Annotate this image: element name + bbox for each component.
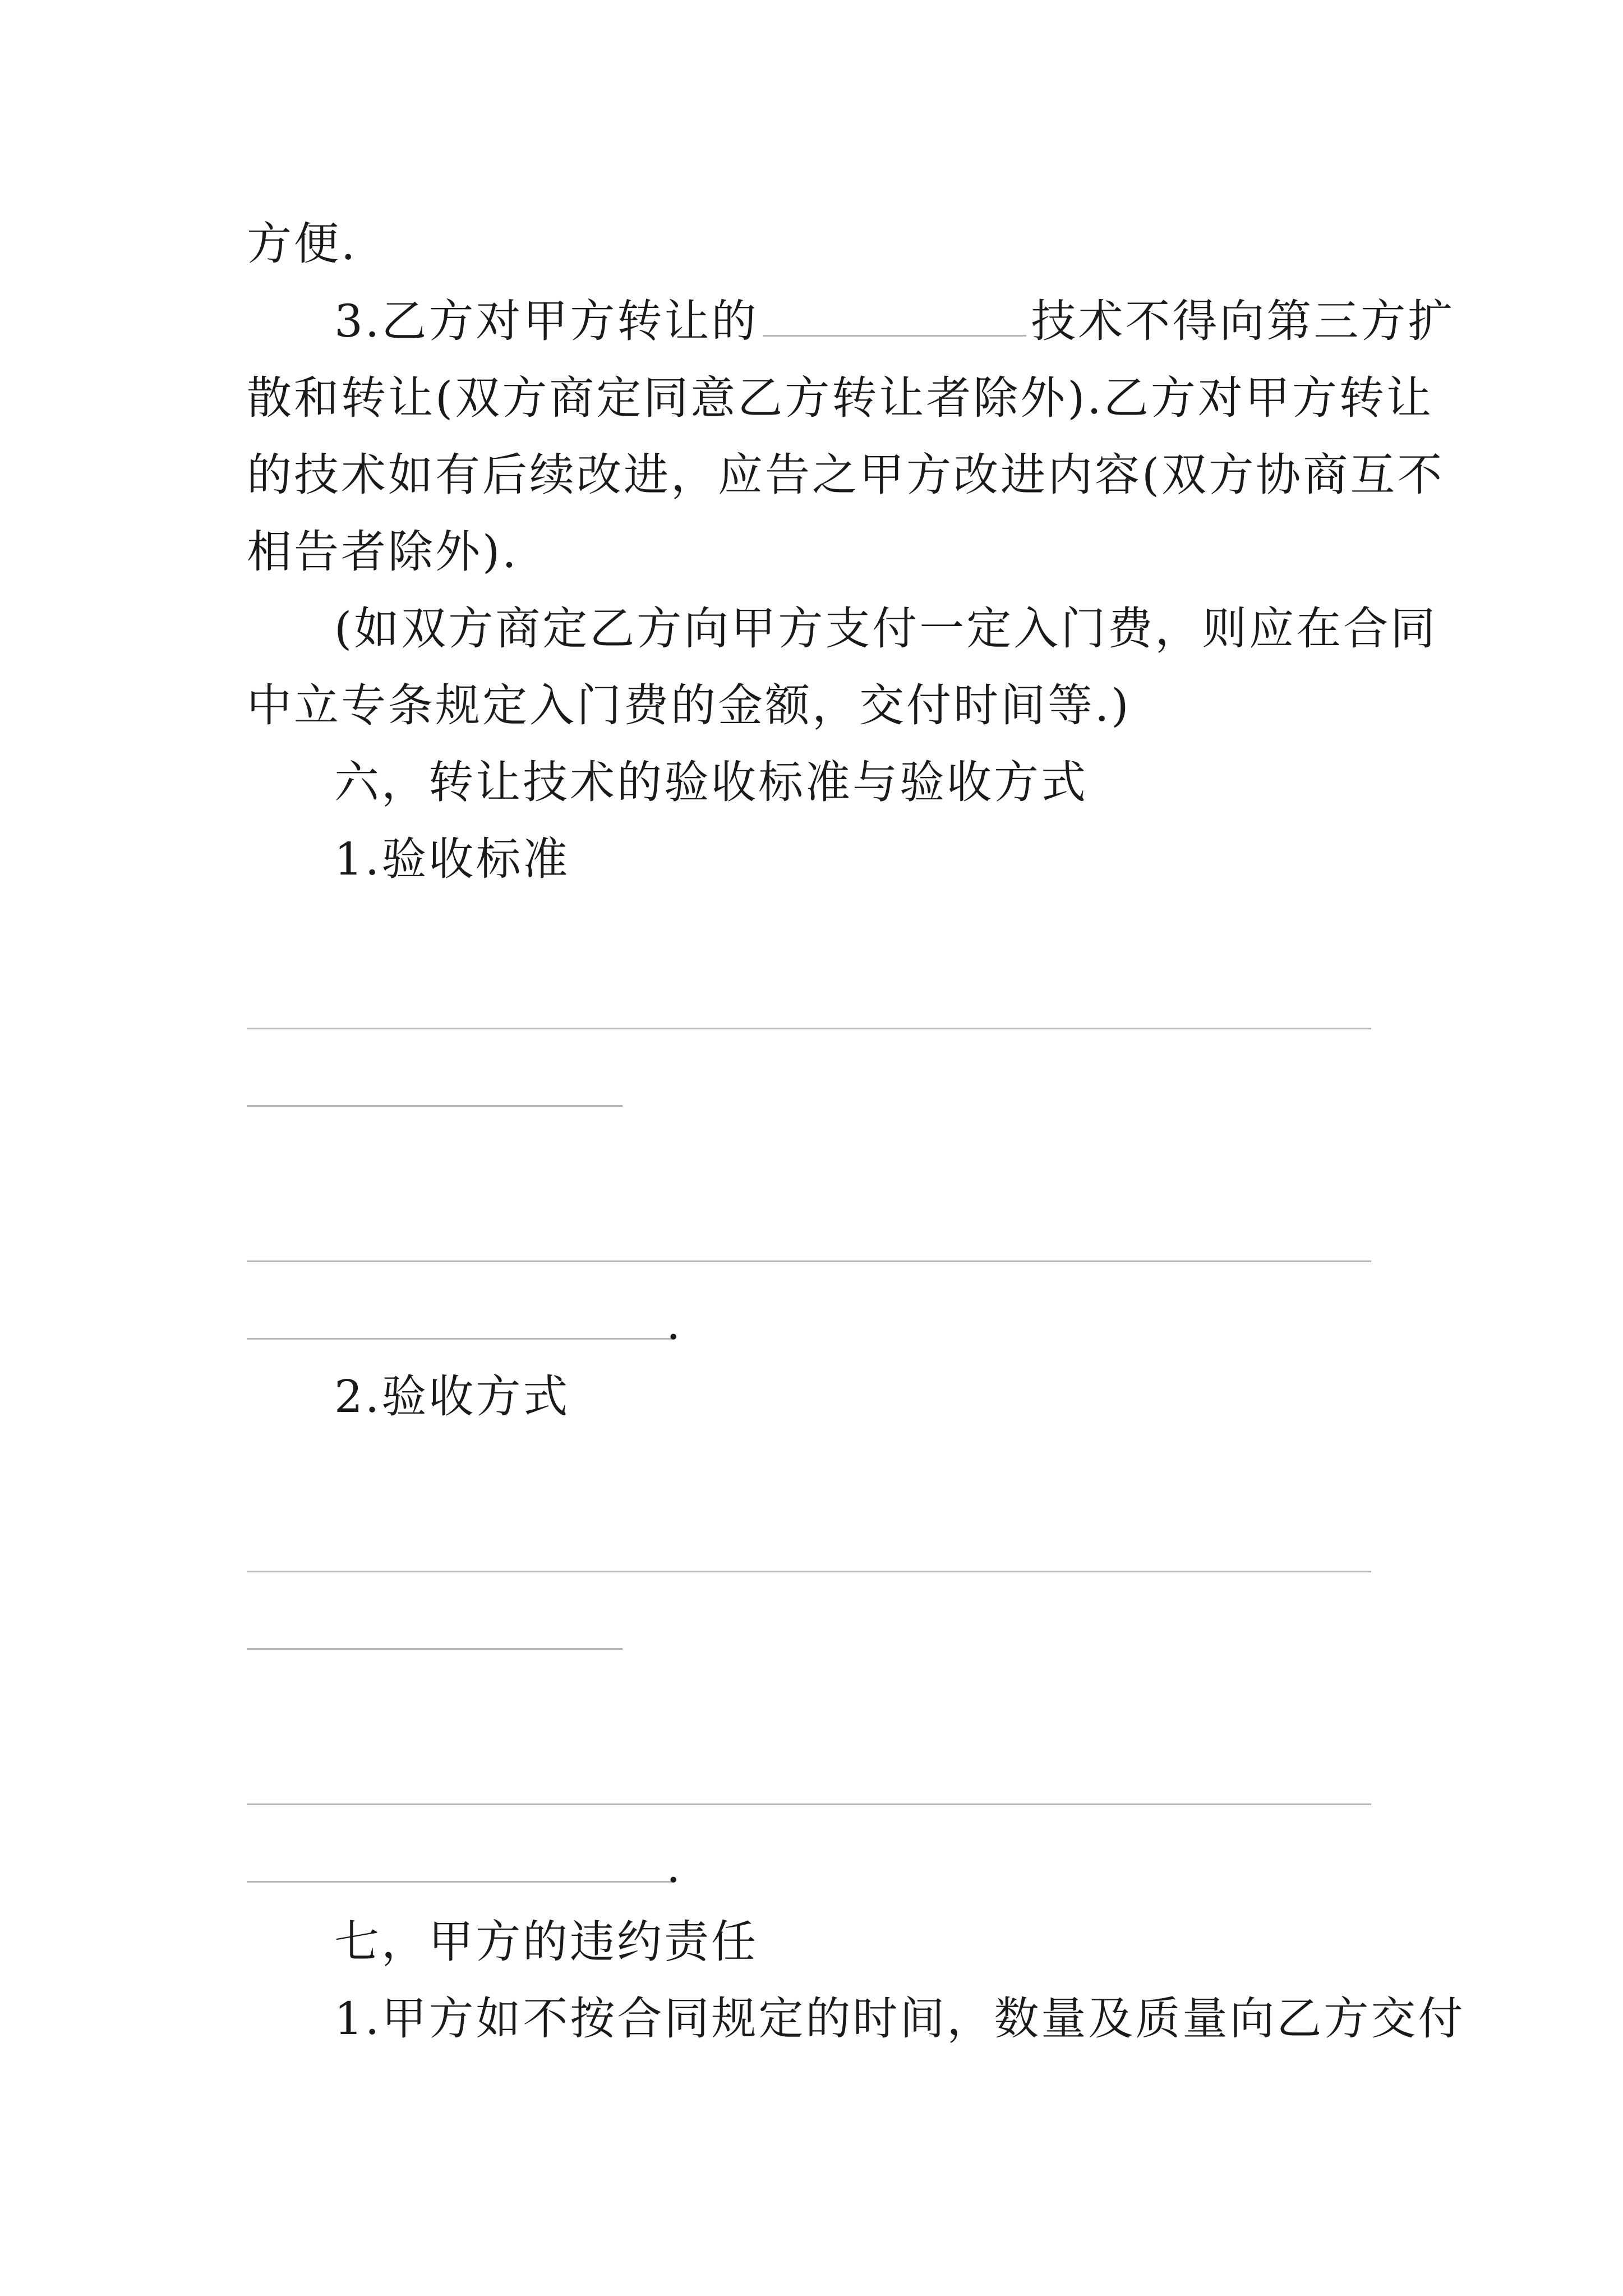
period-mark: . — [666, 1297, 681, 1350]
paragraph-line — [334, 293, 1455, 349]
paragraph-line: 散和转让(双方商定同意乙方转让者除外).乙方对甲方转让 — [247, 372, 1433, 424]
fill-in-line[interactable] — [247, 1648, 623, 1650]
fill-in-line[interactable] — [247, 1028, 1371, 1029]
item-heading: 1.验收标准 — [334, 833, 570, 885]
section-heading: 六，转让技术的验收标准与验收方式 — [334, 756, 1088, 808]
fill-in-line[interactable] — [247, 1260, 1371, 1262]
fill-in-line[interactable] — [247, 1571, 1371, 1572]
clause-text: 3.乙方对甲方转让的 — [334, 295, 759, 347]
paragraph-line: 方便. — [247, 218, 358, 270]
paragraph-line: (如双方商定乙方向甲方支付一定入门费，则应在合同 — [334, 602, 1438, 655]
paragraph-line: 的技术如有后续改进，应告之甲方改进内容(双方协商互不 — [247, 449, 1445, 501]
fill-in-line[interactable] — [247, 1338, 673, 1340]
fill-in-blank[interactable] — [763, 296, 1026, 337]
paragraph-line: 中立专条规定入门费的金额，交付时间等.) — [247, 679, 1131, 731]
fill-in-line[interactable] — [247, 1803, 1371, 1805]
item-heading: 2.验收方式 — [334, 1370, 570, 1423]
paragraph-line: 相告者除外). — [247, 526, 519, 578]
paragraph-line: 1.甲方如不按合同规定的时间，数量及质量向乙方交付 — [334, 1993, 1465, 2045]
section-heading: 七，甲方的违约责任 — [334, 1916, 758, 1968]
clause-text: 技术不得向第三方扩 — [1031, 295, 1455, 347]
period-mark: . — [666, 1841, 681, 1893]
fill-in-line[interactable] — [247, 1105, 623, 1107]
fill-in-line[interactable] — [247, 1881, 673, 1883]
